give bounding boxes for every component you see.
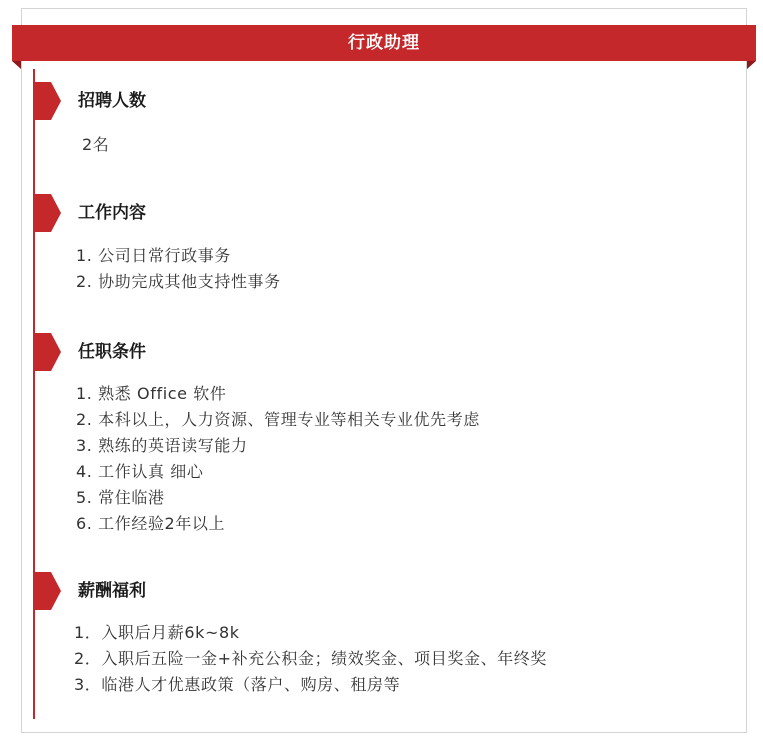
list-item: 3. 熟练的英语读写能力 [76, 436, 248, 455]
list-item: 2名 [82, 135, 110, 154]
list-item: 5. 常住临港 [76, 488, 165, 507]
section-marker-icon [33, 572, 57, 610]
section-marker-icon [33, 194, 57, 232]
banner-fold-left [12, 61, 21, 69]
section-title: 薪酬福利 [78, 581, 146, 601]
list-item: 1. 熟悉 Office 软件 [76, 384, 227, 403]
page-title: 行政助理 [12, 25, 756, 61]
section-benefits-items [74, 620, 547, 698]
section-marker-icon [33, 82, 57, 120]
list-item: 6. 工作经验2年以上 [76, 514, 226, 533]
list-item: 1. 公司日常行政事务 [76, 246, 231, 265]
list-item: 4. 工作认真 细心 [76, 462, 204, 481]
section-marker-icon [33, 333, 57, 371]
section-headcount-items [82, 132, 109, 158]
list-item: 2．入职后五险一金+补充公积金；绩效奖金、项目奖金、年终奖 [74, 649, 547, 668]
banner-fold-right [747, 61, 756, 69]
section-duties-items [76, 243, 281, 295]
section-title: 任职条件 [78, 342, 146, 362]
section-title: 工作内容 [78, 203, 146, 223]
list-item: 2. 协助完成其他支持性事务 [76, 272, 281, 291]
section-title: 招聘人数 [78, 91, 146, 111]
list-item: 1．入职后月薪6k~8k [74, 623, 240, 642]
timeline-line [33, 69, 35, 719]
list-item: 3．临港人才优惠政策（落户、购房、租房等 [74, 675, 401, 694]
section-requirements-items [76, 381, 480, 537]
list-item: 2. 本科以上，人力资源、管理专业等相关专业优先考虑 [76, 410, 480, 429]
